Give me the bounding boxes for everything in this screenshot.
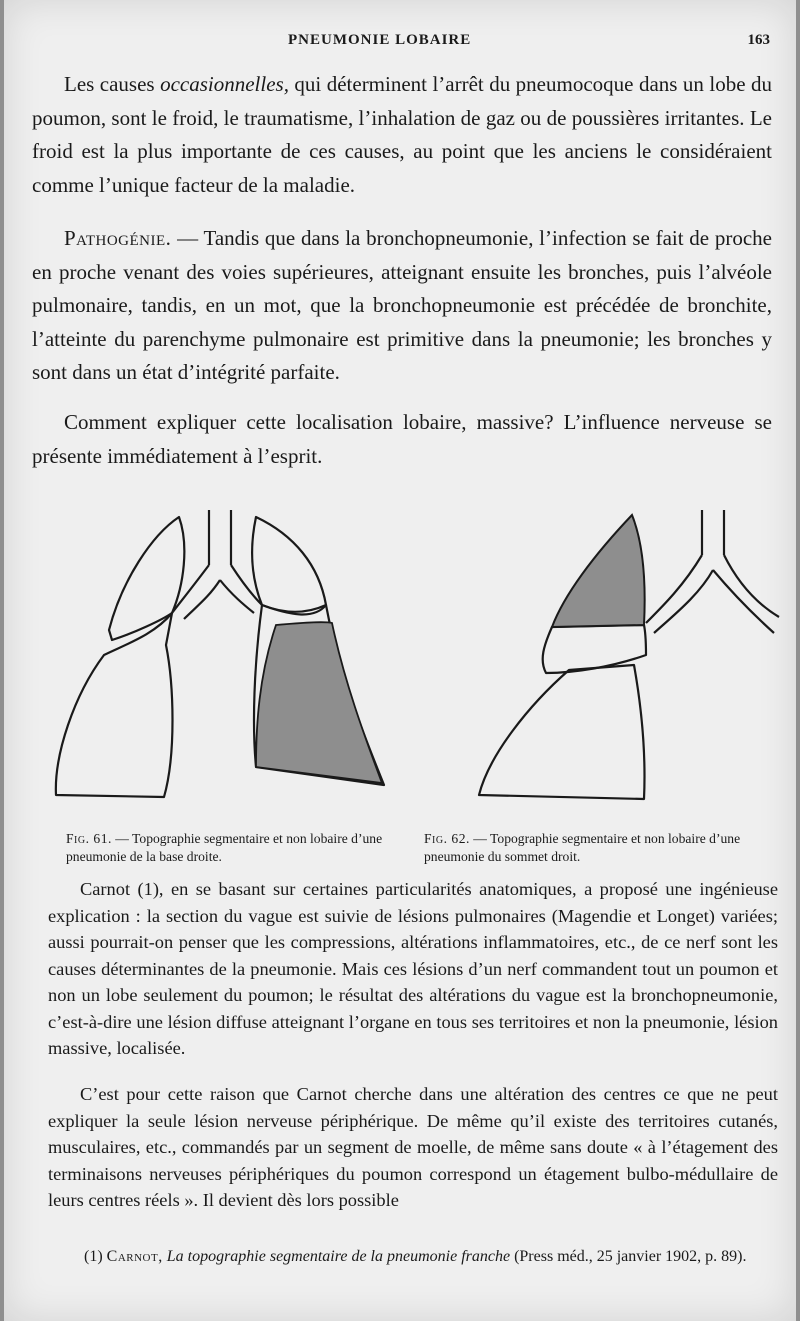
inner-bronchi	[184, 580, 254, 619]
paragraph-carnot	[48, 876, 778, 1062]
caption-text: — Topographie segmentaire et non lobaire d’une pneumonie de la base droite.	[66, 831, 383, 864]
section-heading-pathogenie: Pathogénie.	[64, 226, 172, 250]
footnote-author: Carnot,	[106, 1248, 163, 1265]
main-bronchi	[646, 555, 779, 623]
paragraph-text: Carnot (1), en se basant sur certaines particularités anatomiques, a proposé une ingénieuse explication : la section du vague est suivie de lésions pulmonaires (Magendie et Longet) variées; aussi pourrait-on penser que les compressions, altérations inflammatoires, etc., de ce nerf sont les causes déterminantes de la pneumonie. Mais ces lésions d’un nerf commandent tout un poumon et non un lobe seulement du poumon; le résultat des altérations du vague est la bronchopneumonie, c’est-à-dire une lésion diffuse atteignant l’organe en tous ses territoires et non la pneumonie, lésion massive, localisée.	[48, 879, 778, 1058]
running-header	[4, 32, 796, 54]
paragraph-text: C’est pour cette raison que Carnot cherche dans une altération des centres ce que ne peut expliquer la seule lésion nerveuse périphérique. De même qu’il existe des territoires cutanés, musculaires, etc., commandés par un segment de moelle, de même sans doute « à l’étagement des terminaisons nerveuses périphériques du poumon correspond un étagement bulbo-médullaire de leurs centres réels ». Il devient dès lors possible	[48, 1084, 778, 1210]
caption-text: — Topographie segmentaire et non lobaire d’une pneumonie du sommet droit.	[424, 831, 741, 864]
book-page	[4, 0, 796, 1321]
paragraph-text: — Tandis que dans la bronchopneumonie, l’infection se fait de proche en proche venant des voies supérieures, atteignant ensuite les bronches, puis l’alvéole pulmonaire, tandis, en un mot, que la bronchopneumonie est précédée de bronchite, l’atteinte du parenchyme pulmonaire est primitive dans la pneumonie; les bronches y sont dans un état d’intégrité parfaite.	[32, 226, 772, 384]
main-bronchi	[172, 565, 262, 613]
right-upper-lobe-outline	[109, 517, 184, 640]
figure-61-caption	[66, 830, 386, 866]
running-title: PNEUMONIE LOBAIRE	[288, 32, 472, 48]
figure-61-lung-diagram	[44, 505, 394, 810]
right-lower-lobe-outline	[56, 613, 173, 797]
figure-62-lung-diagram	[434, 505, 789, 810]
page-number: 163	[747, 32, 770, 48]
emphasis-occasionnelles: occasionnelles,	[160, 72, 289, 96]
figure-62-caption	[424, 830, 754, 866]
inner-bronchi	[654, 570, 774, 633]
footnote-marker: (1)	[84, 1248, 107, 1265]
paragraph-text: qui déterminent l’arrêt du pneumocoque dans un lobe du poumon, sont le froid, le traumatisme, l’inhalation de gaz ou de poussières irritantes. Le froid est la plus importante de ces causes, au point que les anciens le considéraient comme l’unique facteur de la maladie.	[32, 72, 772, 197]
footnote-title: La topographie segmentaire de la pneumonie franche	[162, 1248, 511, 1265]
figure-label: Fig. 61.	[66, 831, 112, 846]
paragraph-localisation	[32, 406, 772, 473]
paragraph-centres	[48, 1081, 778, 1214]
trachea	[209, 510, 231, 565]
left-upper-lobe-outline	[252, 517, 326, 614]
paragraph-pathogenie	[32, 222, 772, 390]
lower-lobe-outline	[479, 665, 645, 799]
shaded-pneumonia-area	[256, 622, 382, 783]
shaded-pneumonia-apex	[552, 515, 645, 627]
paragraph-occasional-causes	[32, 68, 772, 202]
paragraph-text: Les causes	[64, 72, 161, 96]
figure-label: Fig. 62.	[424, 831, 470, 846]
paragraph-text: Comment expliquer cette localisation lobaire, massive? L’influence nerveuse se présente immédiatement à l’esprit.	[32, 410, 772, 468]
footnote-source: (Press méd., 25 janvier 1902, p. 89).	[510, 1248, 747, 1265]
footnote	[56, 1246, 786, 1268]
trachea	[702, 510, 724, 555]
